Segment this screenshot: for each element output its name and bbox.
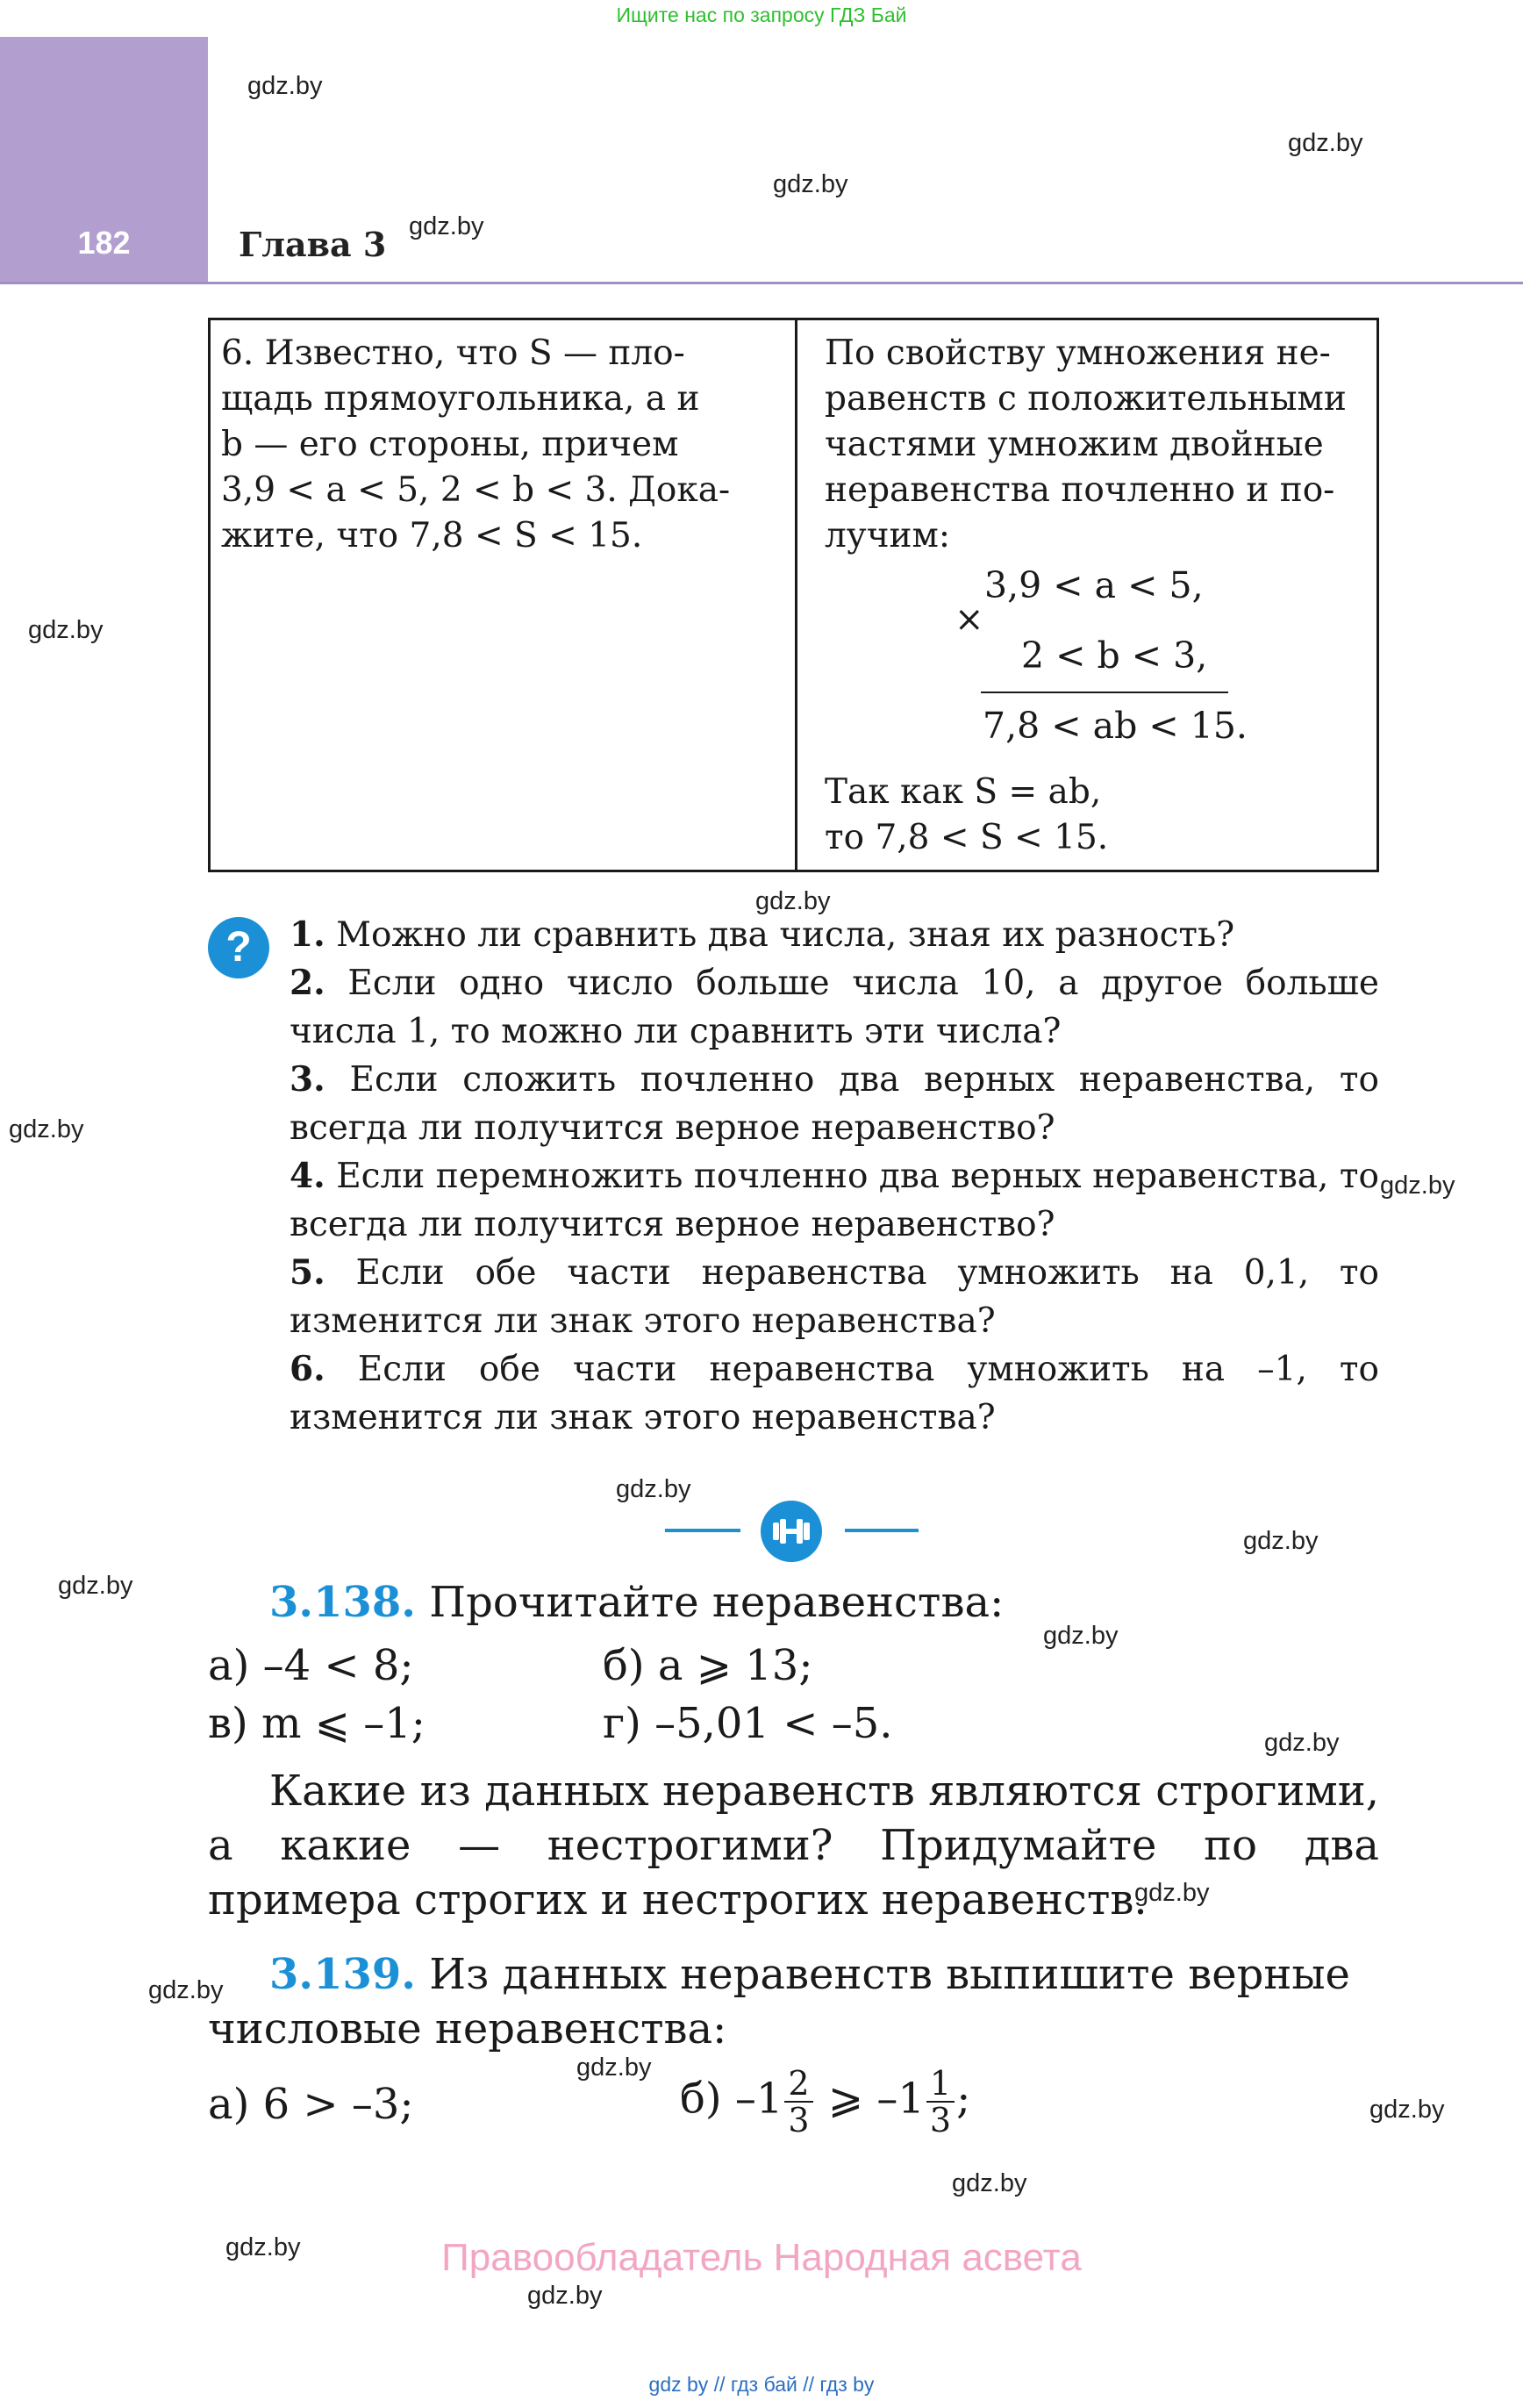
watermark: gdz.by (773, 170, 848, 198)
watermark: gdz.by (1134, 1879, 1210, 1907)
watermark: gdz.by (9, 1115, 84, 1143)
numeric-inequality-a: а) 6 > –3; (208, 2080, 414, 2129)
fraction-numerator: 1 (926, 2066, 955, 2103)
exercise-number: 3.138. (269, 1578, 417, 1627)
section-divider-left (665, 1529, 740, 1532)
question-number: 5. (290, 1252, 325, 1293)
fraction (926, 2066, 955, 2138)
list-item (290, 1249, 1379, 1345)
exercise-number: 3.139. (269, 1950, 417, 1999)
example-6-condition (221, 331, 763, 559)
inequality-prefix: б) –1 (680, 2074, 783, 2124)
condition-line: щадь прямоугольника, a и (221, 379, 700, 419)
watermark: gdz.by (409, 212, 484, 240)
conclusion-line: то 7,8 < S < 15. (825, 818, 1109, 857)
footer-links[interactable]: gdz by // гдз бай // гдз by (648, 2373, 875, 2396)
condition-line: 3,9 < a < 5, 2 < b < 3. Дока- (221, 470, 731, 510)
math-inequality-1: 3,9 < a < 5, (984, 564, 1204, 606)
exercise-3-138-question: Какие из данных неравенств являются строгими, а какие — нестрогими? Придумайте по два примера строгих и нестрогих неравенств. (208, 1767, 1379, 1924)
example-6-solution (825, 331, 1360, 559)
example-6-table (208, 318, 1379, 872)
solution-line: неравенства почленно и по- (825, 470, 1335, 510)
question-text: Если перемножить почленно два верных неравенства, то всегда ли получится верное неравенство? (290, 1157, 1379, 1244)
table-divider (795, 320, 797, 870)
watermark: gdz.by (148, 1976, 224, 2004)
watermark: gdz.by (1243, 1527, 1319, 1555)
inequality-b: б) a ⩾ 13; (603, 1641, 813, 1690)
watermark: gdz.by (225, 2233, 301, 2261)
watermark: gdz.by (755, 887, 831, 915)
question-number: 2. (290, 963, 325, 1003)
list-item (290, 1152, 1379, 1249)
exercise-title: Из данных неравенств выпишите верные (429, 1950, 1350, 1999)
page-number: 182 (77, 225, 131, 261)
watermark: gdz.by (247, 72, 323, 100)
question-text: Если одно число больше числа 10, а другое больше числа 1, то можно ли сравнить эти числа? (290, 964, 1379, 1051)
numeric-inequality-b (680, 2066, 970, 2138)
fraction (784, 2066, 812, 2138)
question-text: Если сложить почленно два верных неравенства, то всегда ли получится верное неравенство? (290, 1060, 1379, 1148)
list-item (290, 911, 1379, 959)
dumbbell-icon (761, 1501, 822, 1562)
watermark: gdz.by (616, 1475, 691, 1503)
list-item (290, 1056, 1379, 1152)
watermark: gdz.by (1264, 1729, 1340, 1757)
question-text: Если обе части неравенства умножить на 0,1, то изменится ли знак этого неравенства? (290, 1253, 1379, 1341)
question-number: 4. (290, 1156, 325, 1196)
section-divider-right (845, 1529, 919, 1532)
fraction-denominator: 3 (929, 2101, 952, 2139)
question-text: Если обе части неравенства умножить на –1, то изменится ли знак этого неравенства? (290, 1350, 1379, 1437)
list-item (290, 959, 1379, 1056)
fraction-numerator: 2 (784, 2066, 812, 2103)
question-number: 3. (290, 1059, 325, 1100)
math-result: 7,8 < ab < 15. (983, 705, 1248, 747)
watermark: gdz.by (28, 616, 104, 644)
exercise-3-138-heading (269, 1578, 1004, 1627)
question-text: Можно ли сравнить два числа, зная их разность? (336, 915, 1235, 955)
condition-line: b — его стороны, причем (221, 425, 679, 464)
exercise-title: Прочитайте неравенства: (429, 1578, 1005, 1627)
solution-line: равенств с положительными (825, 379, 1347, 419)
question-number: 6. (290, 1349, 325, 1389)
watermark: gdz.by (952, 2169, 1027, 2197)
questions-list (290, 911, 1379, 1442)
solution-line: частями умножим двойные (825, 425, 1324, 464)
watermark: gdz.by (1369, 2096, 1445, 2124)
exercise-3-139-title-cont: числовые неравенства: (208, 2004, 727, 2053)
sum-rule (981, 692, 1228, 693)
inequality-suffix: ; (956, 2074, 971, 2124)
watermark: gdz.by (527, 2282, 603, 2310)
copyright-notice: Правообладатель Народная асвета (441, 2236, 1082, 2279)
condition-line: 6. Известно, что S — пло- (221, 333, 685, 373)
watermark: gdz.by (1288, 129, 1363, 157)
conclusion-line: Так как S = ab, (825, 772, 1102, 812)
inequality-c: в) m ⩽ –1; (208, 1699, 425, 1748)
exercise-3-139-heading (269, 1950, 1379, 1999)
list-item (290, 1345, 1379, 1442)
chapter-title: Глава 3 (239, 225, 387, 264)
watermark: gdz.by (576, 2053, 652, 2082)
header-rule (0, 282, 1523, 284)
fraction-denominator: 3 (788, 2101, 810, 2139)
inequality-a: а) –4 < 8; (208, 1641, 414, 1690)
multiply-sign: × (955, 599, 984, 640)
solution-line: лучим: (825, 516, 950, 555)
inequality-d: г) –5,01 < –5. (603, 1699, 893, 1748)
math-inequality-2: 2 < b < 3, (1021, 634, 1208, 677)
watermark: gdz.by (1043, 1622, 1119, 1650)
condition-line: жите, что 7,8 < S < 15. (221, 516, 643, 555)
conclusion (825, 770, 1360, 861)
question-icon: ? (208, 917, 269, 978)
solution-line: По свойству умножения не- (825, 333, 1331, 373)
inequality-middle: ⩾ –1 (814, 2074, 925, 2124)
top-search-link[interactable]: Ищите нас по запросу ГДЗ Бай (616, 4, 907, 26)
question-number: 1. (290, 914, 325, 955)
watermark: gdz.by (1380, 1172, 1455, 1200)
watermark: gdz.by (58, 1572, 133, 1600)
